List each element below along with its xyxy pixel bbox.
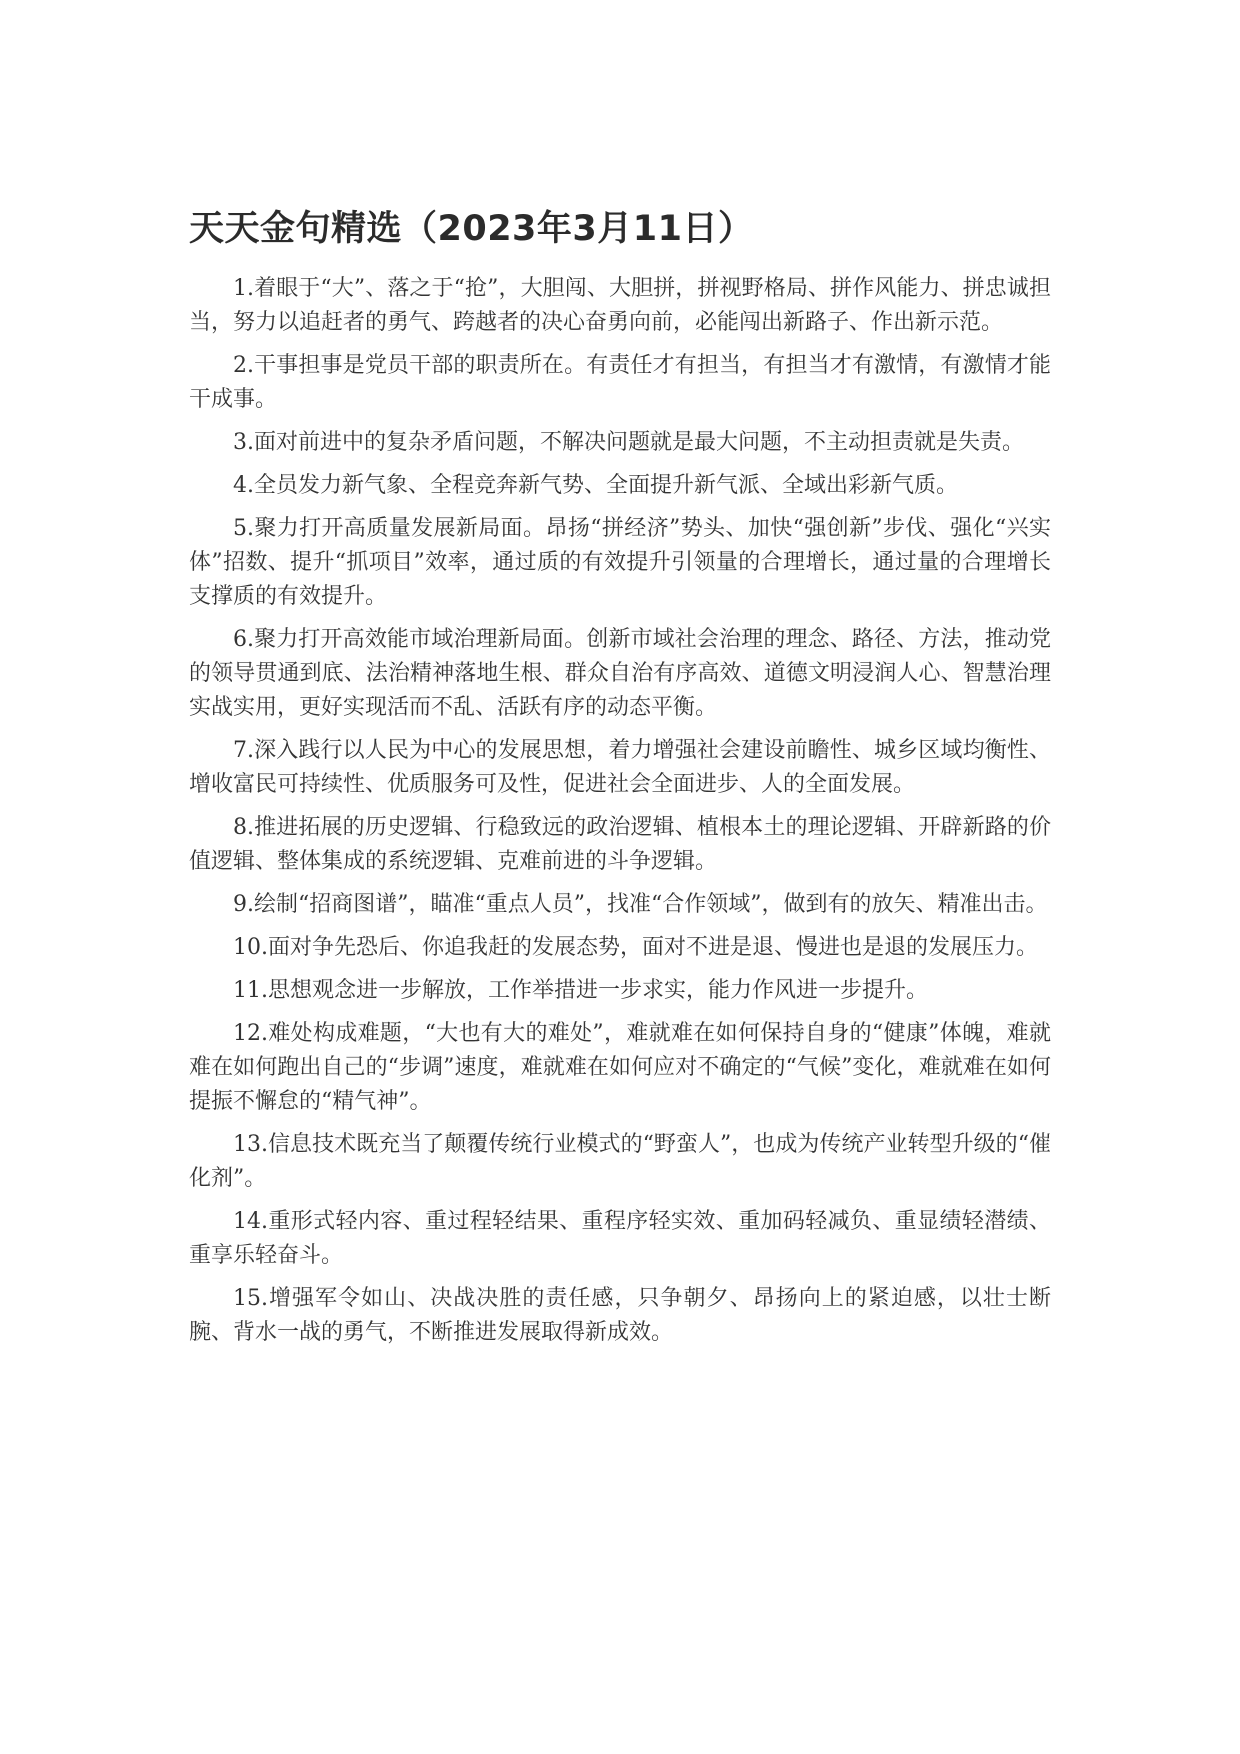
quote-paragraph: 1.着眼于“大”、落之于“抢”，大胆闯、大胆拼，拼视野格局、拼作风能力、拼忠诚担当，努力以追赶者的勇气、跨越者的决心奋勇向前，必能闯出新路子、作出新示范。 [189, 276, 1051, 335]
document-content [189, 204, 1051, 1359]
quote-paragraph: 2.干事担事是党员干部的职责所在。有责任才有担当，有担当才有激情，有激情才能干成事。 [189, 353, 1051, 412]
quote-paragraph: 9.绘制“招商图谱”，瞄准“重点人员”，找准“合作领域”，做到有的放矢、精准出击。 [233, 892, 1048, 917]
page-title: 天天金句精选（2023年3月11日） [189, 209, 754, 249]
quote-paragraph: 3.面对前进中的复杂矛盾问题，不解决问题就是最大问题，不主动担责就是失责。 [233, 430, 1024, 455]
quote-paragraph: 14.重形式轻内容、重过程轻结果、重程序轻实效、重加码轻减负、重显绩轻潜绩、重享乐轻奋斗。 [189, 1209, 1051, 1268]
quote-paragraph: 5.聚力打开高质量发展新局面。昂扬“拼经济”势头、加快“强创新”步伐、强化“兴实体”招数、提升“抓项目”效率，通过质的有效提升引领量的合理增长，通过量的合理增长支撑质的有效提升。 [189, 516, 1051, 609]
quote-paragraph: 10.面对争先恐后、你追我赶的发展态势，面对不进是退、慢进也是退的发展压力。 [233, 935, 1038, 960]
quote-paragraph: 4.全员发力新气象、全程竞奔新气势、全面提升新气派、全域出彩新气质。 [233, 473, 958, 498]
quote-paragraph: 11.思想观念进一步解放，工作举措进一步求实，能力作风进一步提升。 [233, 978, 928, 1003]
quote-paragraph: 6.聚力打开高效能市域治理新局面。创新市域社会治理的理念、路径、方法，推动党的领导贯通到底、法治精神落地生根、群众自治有序高效、道德文明浸润人心、智慧治理实战实用，更好实现活而不乱、活跃有序的动态平衡。 [189, 627, 1051, 720]
quote-paragraph: 15.增强军令如山、决战决胜的责任感，只争朝夕、昂扬向上的紧迫感，以壮士断腕、背水一战的勇气，不断推进发展取得新成效。 [189, 1286, 1051, 1345]
quote-paragraph: 12.难处构成难题，“大也有大的难处”，难就难在如何保持自身的“健康”体魄，难就难在如何跑出自己的“步调”速度，难就难在如何应对不确定的“气候”变化，难就难在如何提振不懈怠的“精气神”。 [189, 1021, 1051, 1114]
quote-paragraph: 8.推进拓展的历史逻辑、行稳致远的政治逻辑、植根本土的理论逻辑、开辟新路的价值逻辑、整体集成的系统逻辑、克难前进的斗争逻辑。 [189, 815, 1051, 874]
quote-paragraph: 13.信息技术既充当了颠覆传统行业模式的“野蛮人”，也成为传统产业转型升级的“催化剂”。 [189, 1132, 1051, 1191]
quote-paragraph: 7.深入践行以人民为中心的发展思想，着力增强社会建设前瞻性、城乡区域均衡性、增收富民可持续性、优质服务可及性，促进社会全面进步、人的全面发展。 [189, 738, 1051, 797]
